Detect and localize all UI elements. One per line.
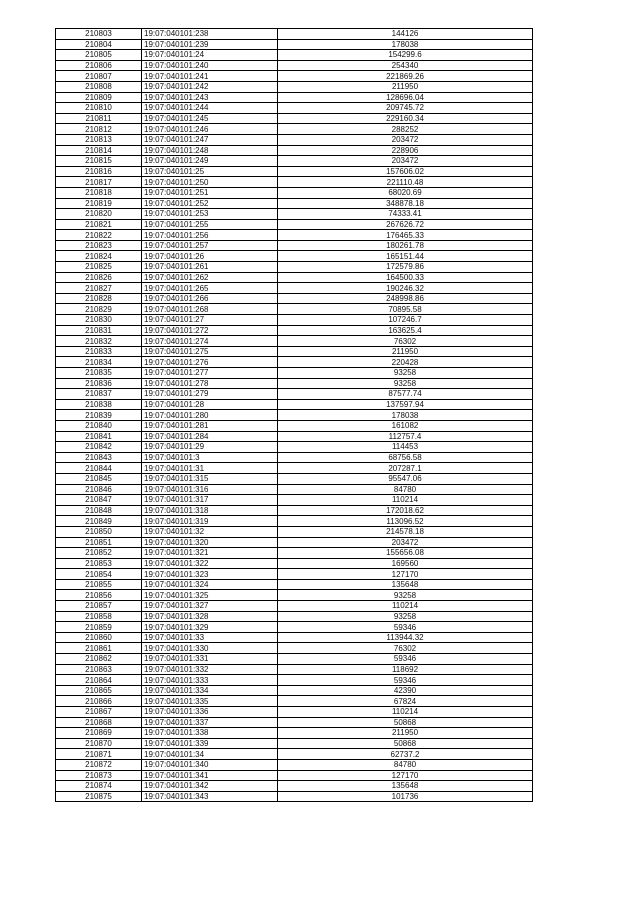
table-row	[56, 389, 533, 400]
cadastral-number-cell: 19:07:040101:268	[142, 304, 278, 315]
row-number-cell: 210847	[56, 495, 142, 506]
cadastral-number-cell: 19:07:040101:240	[142, 60, 278, 71]
value-cell: 169560	[278, 558, 533, 569]
cadastral-number-cell: 19:07:040101:320	[142, 537, 278, 548]
row-number-cell: 210866	[56, 696, 142, 707]
value-cell: 203472	[278, 156, 533, 167]
table-row	[56, 336, 533, 347]
table-row	[56, 29, 533, 40]
row-number-cell: 210810	[56, 103, 142, 114]
table-row	[56, 410, 533, 421]
table-row	[56, 219, 533, 230]
row-number-cell: 210854	[56, 569, 142, 580]
value-cell: 207287.1	[278, 463, 533, 474]
table-row	[56, 283, 533, 294]
value-cell: 209745.72	[278, 103, 533, 114]
table-row	[56, 378, 533, 389]
row-number-cell: 210832	[56, 336, 142, 347]
row-number-cell: 210848	[56, 505, 142, 516]
value-cell: 74333.41	[278, 209, 533, 220]
cadastral-number-cell: 19:07:040101:334	[142, 685, 278, 696]
value-cell: 288252	[278, 124, 533, 135]
row-number-cell: 210831	[56, 325, 142, 336]
table-row	[56, 505, 533, 516]
value-cell: 112757.4	[278, 431, 533, 442]
table-row	[56, 39, 533, 50]
row-number-cell: 210837	[56, 389, 142, 400]
value-cell: 67824	[278, 696, 533, 707]
cadastral-number-cell: 19:07:040101:265	[142, 283, 278, 294]
row-number-cell: 210836	[56, 378, 142, 389]
row-number-cell: 210855	[56, 579, 142, 590]
cadastral-number-cell: 19:07:040101:252	[142, 198, 278, 209]
table-row	[56, 759, 533, 770]
row-number-cell: 210815	[56, 156, 142, 167]
row-number-cell: 210820	[56, 209, 142, 220]
value-cell: 110214	[278, 495, 533, 506]
value-cell: 144126	[278, 29, 533, 40]
cadastral-number-cell: 19:07:040101:324	[142, 579, 278, 590]
cadastral-number-cell: 19:07:040101:323	[142, 569, 278, 580]
value-cell: 248998.86	[278, 293, 533, 304]
value-cell: 128696.04	[278, 92, 533, 103]
row-number-cell: 210849	[56, 516, 142, 527]
cadastral-number-cell: 19:07:040101:333	[142, 675, 278, 686]
value-cell: 211950	[278, 81, 533, 92]
cadastral-number-cell: 19:07:040101:244	[142, 103, 278, 114]
value-cell: 190246.32	[278, 283, 533, 294]
row-number-cell: 210805	[56, 50, 142, 61]
value-cell: 172018.62	[278, 505, 533, 516]
cadastral-number-cell: 19:07:040101:261	[142, 262, 278, 273]
table-row	[56, 113, 533, 124]
value-cell: 127170	[278, 569, 533, 580]
row-number-cell: 210859	[56, 622, 142, 633]
value-cell: 348878.18	[278, 198, 533, 209]
table-row	[56, 664, 533, 675]
row-number-cell: 210871	[56, 749, 142, 760]
cadastral-number-cell: 19:07:040101:246	[142, 124, 278, 135]
table-row	[56, 717, 533, 728]
cadastral-number-cell: 19:07:040101:316	[142, 484, 278, 495]
cadastral-number-cell: 19:07:040101:32	[142, 526, 278, 537]
row-number-cell: 210813	[56, 134, 142, 145]
row-number-cell: 210864	[56, 675, 142, 686]
table-row	[56, 71, 533, 82]
row-number-cell: 210858	[56, 611, 142, 622]
table-row	[56, 92, 533, 103]
row-number-cell: 210873	[56, 770, 142, 781]
row-number-cell: 210865	[56, 685, 142, 696]
value-cell: 113096.52	[278, 516, 533, 527]
cadastral-number-cell: 19:07:040101:239	[142, 39, 278, 50]
row-number-cell: 210827	[56, 283, 142, 294]
value-cell: 211950	[278, 728, 533, 739]
value-cell: 211950	[278, 346, 533, 357]
value-cell: 154299.6	[278, 50, 533, 61]
table-row	[56, 293, 533, 304]
table-row	[56, 611, 533, 622]
value-cell: 110214	[278, 707, 533, 718]
value-cell: 176465.33	[278, 230, 533, 241]
table-row	[56, 304, 533, 315]
cadastral-number-cell: 19:07:040101:238	[142, 29, 278, 40]
row-number-cell: 210851	[56, 537, 142, 548]
value-cell: 93258	[278, 378, 533, 389]
cadastral-number-cell: 19:07:040101:330	[142, 643, 278, 654]
table-row	[56, 240, 533, 251]
row-number-cell: 210840	[56, 420, 142, 431]
cadastral-number-cell: 19:07:040101:33	[142, 632, 278, 643]
table-row	[56, 315, 533, 326]
value-cell: 59346	[278, 675, 533, 686]
cadastral-number-cell: 19:07:040101:25	[142, 166, 278, 177]
value-cell: 70895.58	[278, 304, 533, 315]
table-row	[56, 675, 533, 686]
value-cell: 118692	[278, 664, 533, 675]
row-number-cell: 210809	[56, 92, 142, 103]
row-number-cell: 210870	[56, 738, 142, 749]
cadastral-number-cell: 19:07:040101:253	[142, 209, 278, 220]
value-cell: 163625.4	[278, 325, 533, 336]
cadastral-number-cell: 19:07:040101:29	[142, 442, 278, 453]
row-number-cell: 210872	[56, 759, 142, 770]
cadastral-number-cell: 19:07:040101:247	[142, 134, 278, 145]
table-row	[56, 770, 533, 781]
row-number-cell: 210834	[56, 357, 142, 368]
row-number-cell: 210812	[56, 124, 142, 135]
value-cell: 84780	[278, 759, 533, 770]
row-number-cell: 210862	[56, 654, 142, 665]
value-cell: 76302	[278, 643, 533, 654]
cadastral-number-cell: 19:07:040101:339	[142, 738, 278, 749]
row-number-cell: 210804	[56, 39, 142, 50]
cadastral-number-cell: 19:07:040101:343	[142, 791, 278, 802]
table-row	[56, 103, 533, 114]
value-cell: 180261.78	[278, 240, 533, 251]
value-cell: 127170	[278, 770, 533, 781]
value-cell: 59346	[278, 654, 533, 665]
table-row	[56, 643, 533, 654]
value-cell: 93258	[278, 368, 533, 379]
row-number-cell: 210868	[56, 717, 142, 728]
table-row	[56, 473, 533, 484]
table-row	[56, 166, 533, 177]
value-cell: 161082	[278, 420, 533, 431]
row-number-cell: 210856	[56, 590, 142, 601]
table-row	[56, 696, 533, 707]
value-cell: 50868	[278, 738, 533, 749]
value-cell: 101736	[278, 791, 533, 802]
table-row	[56, 452, 533, 463]
cadastral-number-cell: 19:07:040101:27	[142, 315, 278, 326]
table-row	[56, 654, 533, 665]
cadastral-value-table	[55, 28, 533, 802]
value-cell: 214578.18	[278, 526, 533, 537]
row-number-cell: 210830	[56, 315, 142, 326]
table-row	[56, 749, 533, 760]
value-cell: 84780	[278, 484, 533, 495]
cadastral-number-cell: 19:07:040101:281	[142, 420, 278, 431]
value-cell: 76302	[278, 336, 533, 347]
row-number-cell: 210819	[56, 198, 142, 209]
cadastral-number-cell: 19:07:040101:248	[142, 145, 278, 156]
row-number-cell: 210843	[56, 452, 142, 463]
cadastral-number-cell: 19:07:040101:331	[142, 654, 278, 665]
table-row	[56, 124, 533, 135]
cadastral-number-cell: 19:07:040101:257	[142, 240, 278, 251]
table-row	[56, 791, 533, 802]
value-cell: 137597.94	[278, 399, 533, 410]
row-number-cell: 210824	[56, 251, 142, 262]
cadastral-number-cell: 19:07:040101:317	[142, 495, 278, 506]
table-row	[56, 368, 533, 379]
value-cell: 254340	[278, 60, 533, 71]
row-number-cell: 210875	[56, 791, 142, 802]
table-row	[56, 728, 533, 739]
row-number-cell: 210874	[56, 781, 142, 792]
table-row	[56, 346, 533, 357]
table-row	[56, 558, 533, 569]
table-row	[56, 569, 533, 580]
cadastral-number-cell: 19:07:040101:262	[142, 272, 278, 283]
table-row	[56, 230, 533, 241]
row-number-cell: 210833	[56, 346, 142, 357]
value-cell: 59346	[278, 622, 533, 633]
table-row	[56, 251, 533, 262]
row-number-cell: 210817	[56, 177, 142, 188]
table-row	[56, 325, 533, 336]
value-cell: 42390	[278, 685, 533, 696]
table-row	[56, 537, 533, 548]
table-row	[56, 622, 533, 633]
cadastral-number-cell: 19:07:040101:242	[142, 81, 278, 92]
cadastral-number-cell: 19:07:040101:325	[142, 590, 278, 601]
cadastral-number-cell: 19:07:040101:332	[142, 664, 278, 675]
row-number-cell: 210807	[56, 71, 142, 82]
cadastral-number-cell: 19:07:040101:250	[142, 177, 278, 188]
row-number-cell: 210853	[56, 558, 142, 569]
value-cell: 221110.48	[278, 177, 533, 188]
cadastral-number-cell: 19:07:040101:3	[142, 452, 278, 463]
cadastral-number-cell: 19:07:040101:245	[142, 113, 278, 124]
row-number-cell: 210839	[56, 410, 142, 421]
cadastral-number-cell: 19:07:040101:319	[142, 516, 278, 527]
row-number-cell: 210857	[56, 601, 142, 612]
row-number-cell: 210846	[56, 484, 142, 495]
value-cell: 155656.08	[278, 548, 533, 559]
value-cell: 95547.06	[278, 473, 533, 484]
cadastral-number-cell: 19:07:040101:256	[142, 230, 278, 241]
cadastral-number-cell: 19:07:040101:274	[142, 336, 278, 347]
value-cell: 203472	[278, 537, 533, 548]
table-row	[56, 484, 533, 495]
cadastral-number-cell: 19:07:040101:280	[142, 410, 278, 421]
cadastral-number-cell: 19:07:040101:34	[142, 749, 278, 760]
table-row	[56, 272, 533, 283]
cadastral-number-cell: 19:07:040101:266	[142, 293, 278, 304]
row-number-cell: 210806	[56, 60, 142, 71]
row-number-cell: 210829	[56, 304, 142, 315]
table-row	[56, 632, 533, 643]
table-row	[56, 177, 533, 188]
value-cell: 62737.2	[278, 749, 533, 760]
value-cell: 93258	[278, 590, 533, 601]
table-row	[56, 590, 533, 601]
row-number-cell: 210844	[56, 463, 142, 474]
value-cell: 107246.7	[278, 315, 533, 326]
value-cell: 178038	[278, 410, 533, 421]
table-row	[56, 431, 533, 442]
row-number-cell: 210867	[56, 707, 142, 718]
row-number-cell: 210822	[56, 230, 142, 241]
row-number-cell: 210845	[56, 473, 142, 484]
table-row	[56, 81, 533, 92]
value-cell: 229160.34	[278, 113, 533, 124]
value-cell: 87577.74	[278, 389, 533, 400]
value-cell: 228906	[278, 145, 533, 156]
table-row	[56, 738, 533, 749]
row-number-cell: 210835	[56, 368, 142, 379]
table-row	[56, 145, 533, 156]
table-row	[56, 463, 533, 474]
value-cell: 93258	[278, 611, 533, 622]
cadastral-number-cell: 19:07:040101:329	[142, 622, 278, 633]
cadastral-number-cell: 19:07:040101:341	[142, 770, 278, 781]
value-cell: 178038	[278, 39, 533, 50]
value-cell: 135648	[278, 579, 533, 590]
value-cell: 114453	[278, 442, 533, 453]
value-cell: 164500.33	[278, 272, 533, 283]
row-number-cell: 210861	[56, 643, 142, 654]
row-number-cell: 210842	[56, 442, 142, 453]
cadastral-number-cell: 19:07:040101:342	[142, 781, 278, 792]
table-row	[56, 442, 533, 453]
cadastral-number-cell: 19:07:040101:272	[142, 325, 278, 336]
table-row	[56, 262, 533, 273]
cadastral-number-cell: 19:07:040101:249	[142, 156, 278, 167]
row-number-cell: 210816	[56, 166, 142, 177]
table-row	[56, 198, 533, 209]
value-cell: 50868	[278, 717, 533, 728]
value-cell: 221869.26	[278, 71, 533, 82]
cadastral-number-cell: 19:07:040101:275	[142, 346, 278, 357]
row-number-cell: 210863	[56, 664, 142, 675]
cadastral-number-cell: 19:07:040101:243	[142, 92, 278, 103]
row-number-cell: 210823	[56, 240, 142, 251]
table-row	[56, 156, 533, 167]
cadastral-number-cell: 19:07:040101:284	[142, 431, 278, 442]
table-row	[56, 579, 533, 590]
cadastral-number-cell: 19:07:040101:31	[142, 463, 278, 474]
row-number-cell: 210841	[56, 431, 142, 442]
row-number-cell: 210838	[56, 399, 142, 410]
table-row	[56, 50, 533, 61]
row-number-cell: 210818	[56, 187, 142, 198]
cadastral-number-cell: 19:07:040101:337	[142, 717, 278, 728]
value-cell: 135648	[278, 781, 533, 792]
table-body	[56, 29, 533, 802]
value-cell: 220428	[278, 357, 533, 368]
value-cell: 172579.86	[278, 262, 533, 273]
value-cell: 113944.32	[278, 632, 533, 643]
cadastral-number-cell: 19:07:040101:322	[142, 558, 278, 569]
row-number-cell: 210826	[56, 272, 142, 283]
cadastral-number-cell: 19:07:040101:251	[142, 187, 278, 198]
value-cell: 68020.69	[278, 187, 533, 198]
row-number-cell: 210814	[56, 145, 142, 156]
table-row	[56, 209, 533, 220]
cadastral-number-cell: 19:07:040101:328	[142, 611, 278, 622]
row-number-cell: 210825	[56, 262, 142, 273]
row-number-cell: 210852	[56, 548, 142, 559]
cadastral-number-cell: 19:07:040101:335	[142, 696, 278, 707]
cadastral-number-cell: 19:07:040101:338	[142, 728, 278, 739]
row-number-cell: 210811	[56, 113, 142, 124]
cadastral-number-cell: 19:07:040101:255	[142, 219, 278, 230]
table-row	[56, 516, 533, 527]
cadastral-number-cell: 19:07:040101:321	[142, 548, 278, 559]
cadastral-number-cell: 19:07:040101:340	[142, 759, 278, 770]
cadastral-number-cell: 19:07:040101:24	[142, 50, 278, 61]
table-row	[56, 526, 533, 537]
cadastral-number-cell: 19:07:040101:279	[142, 389, 278, 400]
row-number-cell: 210808	[56, 81, 142, 92]
cadastral-number-cell: 19:07:040101:277	[142, 368, 278, 379]
table-row	[56, 495, 533, 506]
row-number-cell: 210828	[56, 293, 142, 304]
table-row	[56, 707, 533, 718]
table-row	[56, 134, 533, 145]
table-row	[56, 685, 533, 696]
value-cell: 157606.02	[278, 166, 533, 177]
table-row	[56, 601, 533, 612]
cadastral-number-cell: 19:07:040101:315	[142, 473, 278, 484]
table-row	[56, 548, 533, 559]
table-row	[56, 357, 533, 368]
value-cell: 68756.58	[278, 452, 533, 463]
row-number-cell: 210803	[56, 29, 142, 40]
cadastral-number-cell: 19:07:040101:28	[142, 399, 278, 410]
cadastral-number-cell: 19:07:040101:241	[142, 71, 278, 82]
cadastral-number-cell: 19:07:040101:26	[142, 251, 278, 262]
table-row	[56, 187, 533, 198]
row-number-cell: 210860	[56, 632, 142, 643]
cadastral-number-cell: 19:07:040101:278	[142, 378, 278, 389]
cadastral-number-cell: 19:07:040101:336	[142, 707, 278, 718]
cadastral-number-cell: 19:07:040101:318	[142, 505, 278, 516]
row-number-cell: 210821	[56, 219, 142, 230]
table-row	[56, 781, 533, 792]
value-cell: 110214	[278, 601, 533, 612]
value-cell: 203472	[278, 134, 533, 145]
cadastral-number-cell: 19:07:040101:276	[142, 357, 278, 368]
row-number-cell: 210850	[56, 526, 142, 537]
row-number-cell: 210869	[56, 728, 142, 739]
value-cell: 165151.44	[278, 251, 533, 262]
table-row	[56, 60, 533, 71]
value-cell: 267626.72	[278, 219, 533, 230]
cadastral-number-cell: 19:07:040101:327	[142, 601, 278, 612]
table-row	[56, 399, 533, 410]
table-row	[56, 420, 533, 431]
